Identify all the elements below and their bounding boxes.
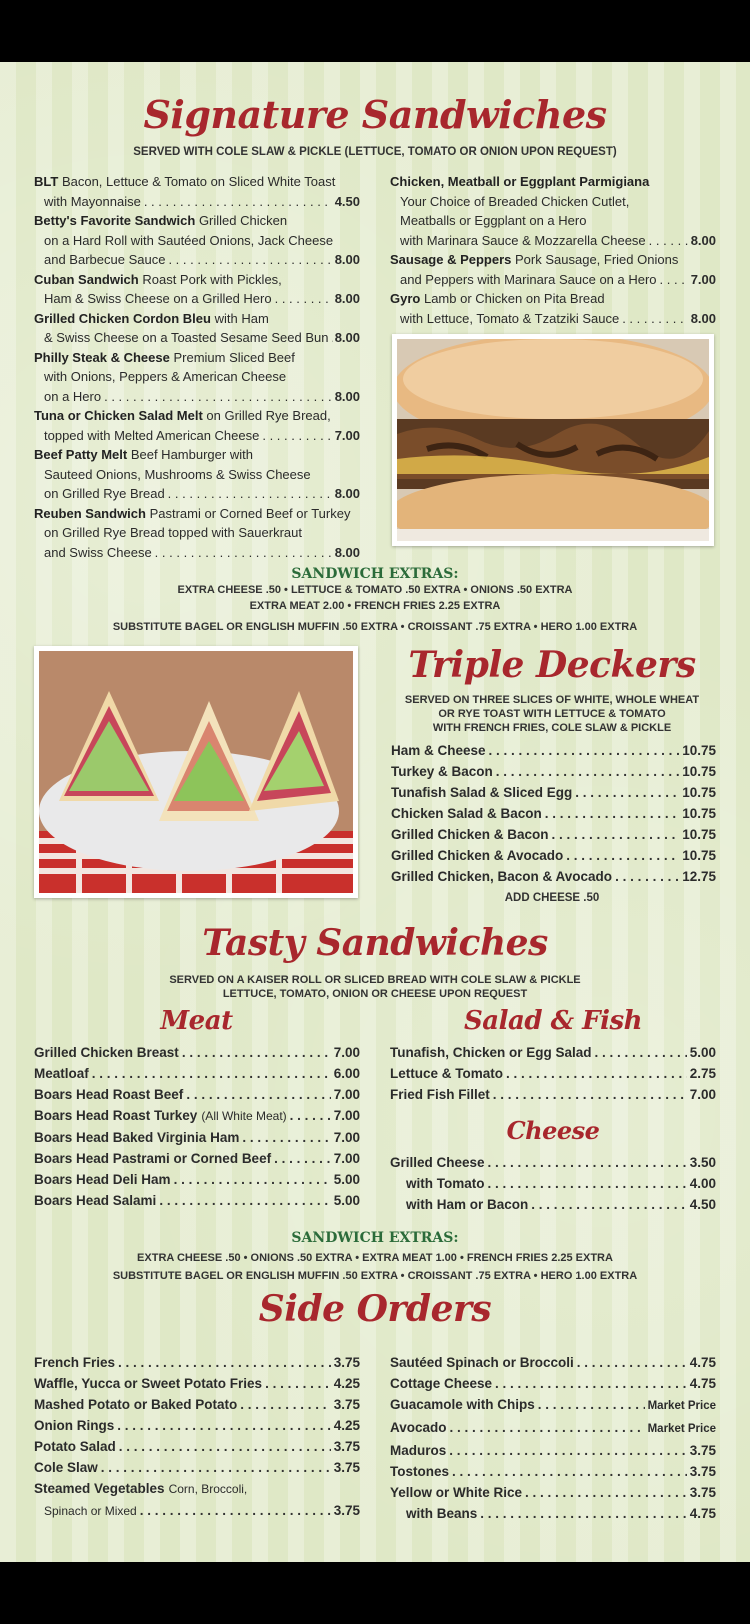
leader-dots [545,803,679,824]
leader-dots [159,1190,330,1211]
leader-dots [274,1148,331,1169]
leader-dots [240,1394,330,1415]
menu-item-price: 3.75 [333,1503,360,1518]
menu-item [34,172,360,211]
leader-dots [168,484,332,504]
cheesesteak-image [397,339,709,541]
menu-item-price: 10.75 [682,743,716,758]
menu-item-price: 10.75 [682,827,716,842]
leader-dots [531,1194,686,1215]
menu-item [391,866,716,887]
menu-item-name: Lettuce & Tomato [390,1066,504,1081]
menu-item-description-cont: Meatballs or Eggplant on a Hero [400,213,587,228]
triple-add-cheese: ADD CHEESE .50 [504,892,600,904]
menu-item-price: 3.75 [333,1460,360,1475]
leader-dots [452,1461,687,1482]
menu-item-price: Market Price [647,1400,716,1412]
menu-item-description-cont: topped with Melted American Cheese [44,427,260,443]
menu-item [34,1127,360,1148]
menu-item-description-cont: and Peppers with Marinara Sauce on a Hero [400,271,657,287]
signature-extras-line-3: SUBSTITUTE BAGEL OR ENGLISH MUFFIN .50 EXTRA • CROISSANT .75 EXTRA • HERO 1.00 EXTRA [112,621,638,633]
menu-item-price: 3.75 [689,1443,716,1458]
menu-item-first-line [390,289,716,309]
menu-item-first-line [34,309,360,329]
menu-item [34,1394,360,1415]
menu-item-name: Guacamole with Chips [390,1397,535,1412]
menu-item-price: 8.00 [334,388,360,404]
leader-dots [144,192,332,212]
leader-dots [489,740,680,761]
leader-dots [449,1440,686,1461]
menu-item-description: Roast Pork with Pickles, [142,271,282,287]
menu-item-name: Philly Steak & Cheese [34,349,170,365]
leader-dots [155,543,332,563]
cheesesteak-photo [392,334,714,546]
menu-item-price: 4.50 [334,193,360,209]
menu-item-price-line [34,192,360,212]
menu-item-name: Waffle, Yucca or Sweet Potato Fries [34,1376,263,1391]
menu-item-description: Lamb or Chicken on Pita Bread [423,291,605,306]
menu-item-name: Ham & Cheese [391,743,486,758]
menu-item [390,1042,716,1063]
menu-item-price: 2.75 [689,1066,716,1081]
leader-dots [622,309,688,329]
menu-item-name: Sausage & Peppers [390,252,512,267]
menu-item-price-line [34,387,360,407]
leader-dots [186,1084,330,1105]
menu-item-name: Grilled Chicken & Avocado [391,848,564,863]
menu-item-description-cont: with Onions, Peppers & American Cheese [44,369,287,384]
menu-item-name: Tunafish Salad & Sliced Egg [391,785,573,800]
menu-item [391,761,716,782]
side-orders-title: Side Orders [258,1288,492,1330]
menu-item-description-cont: Your Choice of Breaded Chicken Cutlet, [400,193,630,209]
menu-item-price: 3.75 [689,1485,716,1500]
menu-item-price: 4.75 [689,1506,716,1521]
leader-dots [660,270,688,290]
leader-dots [262,426,331,446]
menu-item-name: Grilled Chicken Breast [34,1045,179,1060]
menu-item [34,1352,360,1373]
menu-item-first-line [34,211,360,231]
menu-item-description-cont: with Lettuce, Tomato & Tzatziki Sauce [400,310,620,326]
menu-item [390,1063,716,1084]
leader-dots [290,1105,331,1126]
menu-item-name: Grilled Chicken & Bacon [391,827,549,842]
menu-item-name: Potato Salad [34,1439,116,1454]
menu-item-price: 3.50 [689,1155,716,1170]
leader-dots [595,1042,687,1063]
leader-dots [242,1127,330,1148]
leader-dots [168,250,331,270]
menu-item-price: 10.75 [682,785,716,800]
menu-item-price: 10.75 [682,806,716,821]
menu-item-description-cont: on Grilled Rye Bread [44,486,165,501]
menu-item-name: Beef Patty Melt [34,447,128,462]
menu-item-name: Gyro [390,291,421,306]
menu-item [34,445,360,504]
menu-item [391,782,716,803]
leader-dots [575,782,679,803]
menu-item-price: 4.75 [689,1355,716,1370]
leader-dots [506,1063,687,1084]
menu-item-price: 6.00 [333,1066,360,1081]
menu-item-name: Onion Rings [34,1418,115,1433]
leader-dots [140,1500,331,1521]
menu-item-name: Reuben Sandwich [34,505,146,521]
menu-item-name: Cuban Sandwich [34,271,139,287]
cheese-list [390,1152,716,1215]
menu-item [34,1063,360,1084]
menu-item [390,1084,716,1105]
leader-dots [577,1352,687,1373]
menu-item [34,348,360,407]
menu-item-description-cont: & Swiss Cheese on a Toasted Sesame Seed Bun [44,330,329,345]
menu-item [390,1352,716,1373]
menu-item-description-cont: and Swiss Cheese [44,544,152,560]
menu-item-name: Turkey & Bacon [391,764,493,779]
menu-item [390,1394,716,1417]
menu-item-description-cont: and Barbecue Sauce [44,252,166,267]
menu-item-first-line [34,504,360,524]
menu-item-price: 7.00 [689,1087,716,1102]
menu-item [391,740,716,761]
menu-item-price-line [390,270,716,290]
menu-item-price: 7.00 [333,1130,360,1145]
menu-item-price: 3.75 [333,1355,360,1370]
menu-item [34,1190,360,1211]
menu-item [390,1152,716,1173]
menu-item-price-line [34,328,360,348]
menu-item-name: Betty's Favorite Sandwich [34,213,196,228]
menu-item [34,1148,360,1169]
triple-note-3: WITH FRENCH FRIES, COLE SLAW & PICKLE [432,722,672,734]
menu-item [34,1478,360,1500]
signature-extras-line-2: EXTRA MEAT 2.00 • FRENCH FRIES 2.25 EXTRA [249,600,501,612]
triple-note-2: OR RYE TOAST WITH LETTUCE & TOMATO [438,708,666,720]
menu-item-price: 3.75 [333,1439,360,1454]
menu-item-price: 5.00 [333,1193,360,1208]
signature-note: SERVED WITH COLE SLAW & PICKLE (LETTUCE, TOMATO OR ONION UPON REQUEST) [133,146,617,158]
menu-item-price: 4.75 [689,1376,716,1391]
menu-item [34,309,360,348]
leader-dots [480,1503,686,1524]
menu-item-price: 8.00 [334,544,360,560]
leader-dots [615,866,679,887]
leader-dots [493,1084,687,1105]
menu-item-description-cont: Spinach or Mixed [44,1504,137,1518]
menu-item-price-line [34,289,360,309]
menu-item-description-cont: Ham & Swiss Cheese on a Grilled Hero [44,291,272,306]
cheese-title: Cheese [506,1116,600,1145]
menu-item-description-cont: on Grilled Rye Bread topped with Sauerkraut [44,525,302,540]
triple-decker-image [39,651,353,893]
menu-item-price: 12.75 [682,869,716,884]
leader-dots [649,231,688,251]
menu-item-name: French Fries [34,1355,116,1370]
menu-item-price: 8.00 [334,252,360,267]
menu-item-name: Boars Head Deli Ham [34,1172,171,1187]
menu-item-price-line [34,250,360,270]
menu-item-name: with Tomato [406,1176,485,1191]
menu-item-name: Chicken Salad & Bacon [391,806,542,821]
menu-item-name: Chicken, Meatball or Eggplant Parmigiana [390,174,650,189]
menu-item-price: 7.00 [333,1151,360,1166]
menu-item [34,504,360,563]
menu-item [390,1503,716,1524]
menu-item-description-cont: with Mayonnaise [44,193,141,209]
menu-item [34,1042,360,1063]
leader-dots [182,1042,331,1063]
menu-item-first-line [390,250,716,270]
leader-dots [101,1457,331,1478]
menu-item-price-line [390,309,716,329]
signature-extras-title: SANDWICH EXTRAS: [291,566,459,582]
menu-item [34,1169,360,1190]
menu-item-description: Pork Sausage, Fried Onions [515,252,679,267]
menu-item-name: Cole Slaw [34,1460,98,1475]
tasty-note-1: SERVED ON A KAISER ROLL OR SLICED BREAD WITH COLE SLAW & PICKLE [169,974,581,986]
menu-item-name: Grilled Cheese [390,1155,485,1170]
leader-dots [92,1063,331,1084]
menu-item-name: Tostones [390,1464,450,1479]
menu-item [390,1194,716,1215]
menu-item-price: 8.00 [334,291,360,306]
menu-item [34,1373,360,1394]
salad-fish-list [390,1042,716,1105]
meat-list [34,1042,360,1211]
menu-item [34,1084,360,1105]
menu-item [391,845,716,866]
menu-item-price: 8.00 [334,330,360,345]
menu-item [390,1373,716,1394]
menu-item-note: (All White Meat) [201,1109,287,1123]
signature-title: Signature Sandwiches [143,92,607,137]
menu-item [390,172,716,250]
menu-item-description-cont: with Marinara Sauce & Mozzarella Cheese [400,232,646,248]
menu-item-name: Boars Head Roast Turkey [34,1108,198,1123]
menu-item-price: 7.00 [334,427,360,443]
menu-item-price: 7.00 [690,271,716,287]
menu-item [34,1415,360,1436]
menu-item [390,1440,716,1461]
menu-item-price: 4.00 [689,1176,716,1191]
side-orders-left [34,1352,360,1522]
menu-item-name: Boars Head Baked Virginia Ham [34,1130,240,1145]
menu-item-price: 5.00 [333,1172,360,1187]
menu-item-first-line [34,406,360,426]
menu-item-name: Tuna or Chicken Salad Melt [34,408,203,423]
menu-item-name: Grilled Chicken, Bacon & Avocado [391,869,613,884]
leader-dots [495,1373,687,1394]
menu-item-price: 7.00 [333,1108,360,1123]
triple-deckers-title: Triple Deckers [408,644,696,686]
menu-item-description: Corn, Broccoli, [168,1482,248,1496]
leader-dots [117,1415,330,1436]
menu-item-description: Premium Sliced Beef [173,349,295,365]
menu-item-price: 7.00 [333,1087,360,1102]
menu-item-price-line [34,543,360,563]
menu-item-description: Bacon, Lettuce & Tomato on Sliced White Toast [61,174,336,189]
menu-item-name: Avocado [390,1420,447,1435]
menu-item-price: Market Price [647,1423,716,1435]
salad-fish-title: Salad & Fish [464,1006,642,1036]
signature-right-column [390,172,716,328]
leader-dots [275,289,332,309]
leader-dots [488,1173,687,1194]
menu-item [390,250,716,289]
menu-item-name: Sautéed Spinach or Broccoli [390,1355,574,1370]
menu-item-name: Cottage Cheese [390,1376,493,1391]
menu-item-name: Boars Head Salami [34,1193,157,1208]
menu-item-description: with Ham [214,310,269,326]
menu-item [34,211,360,270]
menu-item-name: Boars Head Pastrami or Corned Beef [34,1151,272,1166]
menu-item [390,1461,716,1482]
menu-item [34,1436,360,1457]
menu-page [0,62,750,1562]
menu-item-description: Pastrami or Corned Beef or Turkey [149,505,351,521]
menu-item-name: BLT [34,174,59,189]
menu-item [391,824,716,845]
tasty-note-2: LETTUCE, TOMATO, ONION OR CHEESE UPON REQUEST [222,988,528,1000]
tasty-extras-line-2: SUBSTITUTE BAGEL OR ENGLISH MUFFIN .50 EXTRA • CROISSANT .75 EXTRA • HERO 1.00 EXTRA [112,1270,638,1282]
menu-item-price: 8.00 [334,486,360,501]
leader-dots [119,1436,331,1457]
leader-dots [118,1352,331,1373]
menu-item-price: 10.75 [682,848,716,863]
menu-item-description: Grilled Chicken [198,213,288,228]
menu-item [390,1173,716,1194]
menu-item-price: 4.25 [333,1418,360,1433]
menu-item-name: Mashed Potato or Baked Potato [34,1397,238,1412]
leader-dots [488,1152,687,1173]
menu-item [391,803,716,824]
signature-extras-line-1: EXTRA CHEESE .50 • LETTUCE & TOMATO .50 EXTRA • ONIONS .50 EXTRA [177,584,573,596]
menu-item-price-line [34,1500,360,1522]
menu-item-name: Tunafish, Chicken or Egg Salad [390,1045,592,1060]
tasty-extras-title: SANDWICH EXTRAS: [291,1230,459,1246]
triple-decker-photo [34,646,358,898]
menu-item [34,270,360,309]
menu-item-first-line [390,172,716,192]
meat-title: Meat [160,1006,233,1036]
menu-item-description-cont: on a Hard Roll with Sautéed Onions, Jack Cheese [44,232,334,248]
menu-item [390,1417,716,1440]
menu-item-price-line [390,231,716,251]
menu-item-description: Beef Hamburger with [130,447,253,462]
menu-item-price: 7.00 [333,1045,360,1060]
menu-item-price: 4.50 [689,1197,716,1212]
menu-item-name: Maduros [390,1443,447,1458]
menu-item-name: Yellow or White Rice [390,1485,523,1500]
leader-dots [552,824,680,845]
menu-item-price: 3.75 [689,1464,716,1479]
menu-item-name: with Ham or Bacon [406,1197,529,1212]
leader-dots [538,1394,645,1415]
tasty-title: Tasty Sandwiches [202,922,548,964]
menu-item-name: Boars Head Roast Beef [34,1087,184,1102]
leader-dots [496,761,679,782]
menu-item-price-line [34,426,360,446]
menu-item-price-line [34,484,360,504]
triple-note-1: SERVED ON THREE SLICES OF WHITE, WHOLE WHEAT [404,694,700,706]
menu-item-price: 8.00 [690,232,716,248]
menu-item-name: Grilled Chicken Cordon Bleu [34,310,211,326]
leader-dots [174,1169,331,1190]
menu-item-price: 5.00 [689,1045,716,1060]
leader-dots [525,1482,687,1503]
menu-item [390,289,716,328]
menu-item-description-cont: Sauteed Onions, Mushrooms & Swiss Cheese [44,466,311,482]
menu-item [34,406,360,445]
menu-item-price: 10.75 [682,764,716,779]
menu-item-name: Meatloaf [34,1066,89,1081]
menu-item-first-line [34,172,360,192]
menu-item [34,1457,360,1478]
triple-deckers-list [391,740,716,887]
menu-item-first-line [34,348,360,368]
side-orders-right [390,1352,716,1524]
leader-dots [104,387,332,407]
leader-dots [450,1417,645,1438]
menu-item-first-line [34,445,360,465]
menu-item-name: with Beans [406,1506,478,1521]
leader-dots [265,1373,331,1394]
menu-item-price: 8.00 [690,310,716,326]
leader-dots [566,845,679,866]
menu-item [34,1105,360,1127]
menu-item-first-line [34,270,360,290]
menu-item-description: on Grilled Rye Bread, [206,408,331,423]
menu-item-name: Steamed Vegetables [34,1481,165,1496]
signature-left-column [34,172,360,562]
menu-item-price: 4.25 [333,1376,360,1391]
menu-item-name: Fried Fish Fillet [390,1087,490,1102]
menu-item [390,1482,716,1503]
menu-item-price: 3.75 [333,1397,360,1412]
menu-item-description-cont: on a Hero [44,388,102,404]
tasty-extras-line-1: EXTRA CHEESE .50 • ONIONS .50 EXTRA • EXTRA MEAT 1.00 • FRENCH FRIES 2.25 EXTRA [137,1252,613,1264]
